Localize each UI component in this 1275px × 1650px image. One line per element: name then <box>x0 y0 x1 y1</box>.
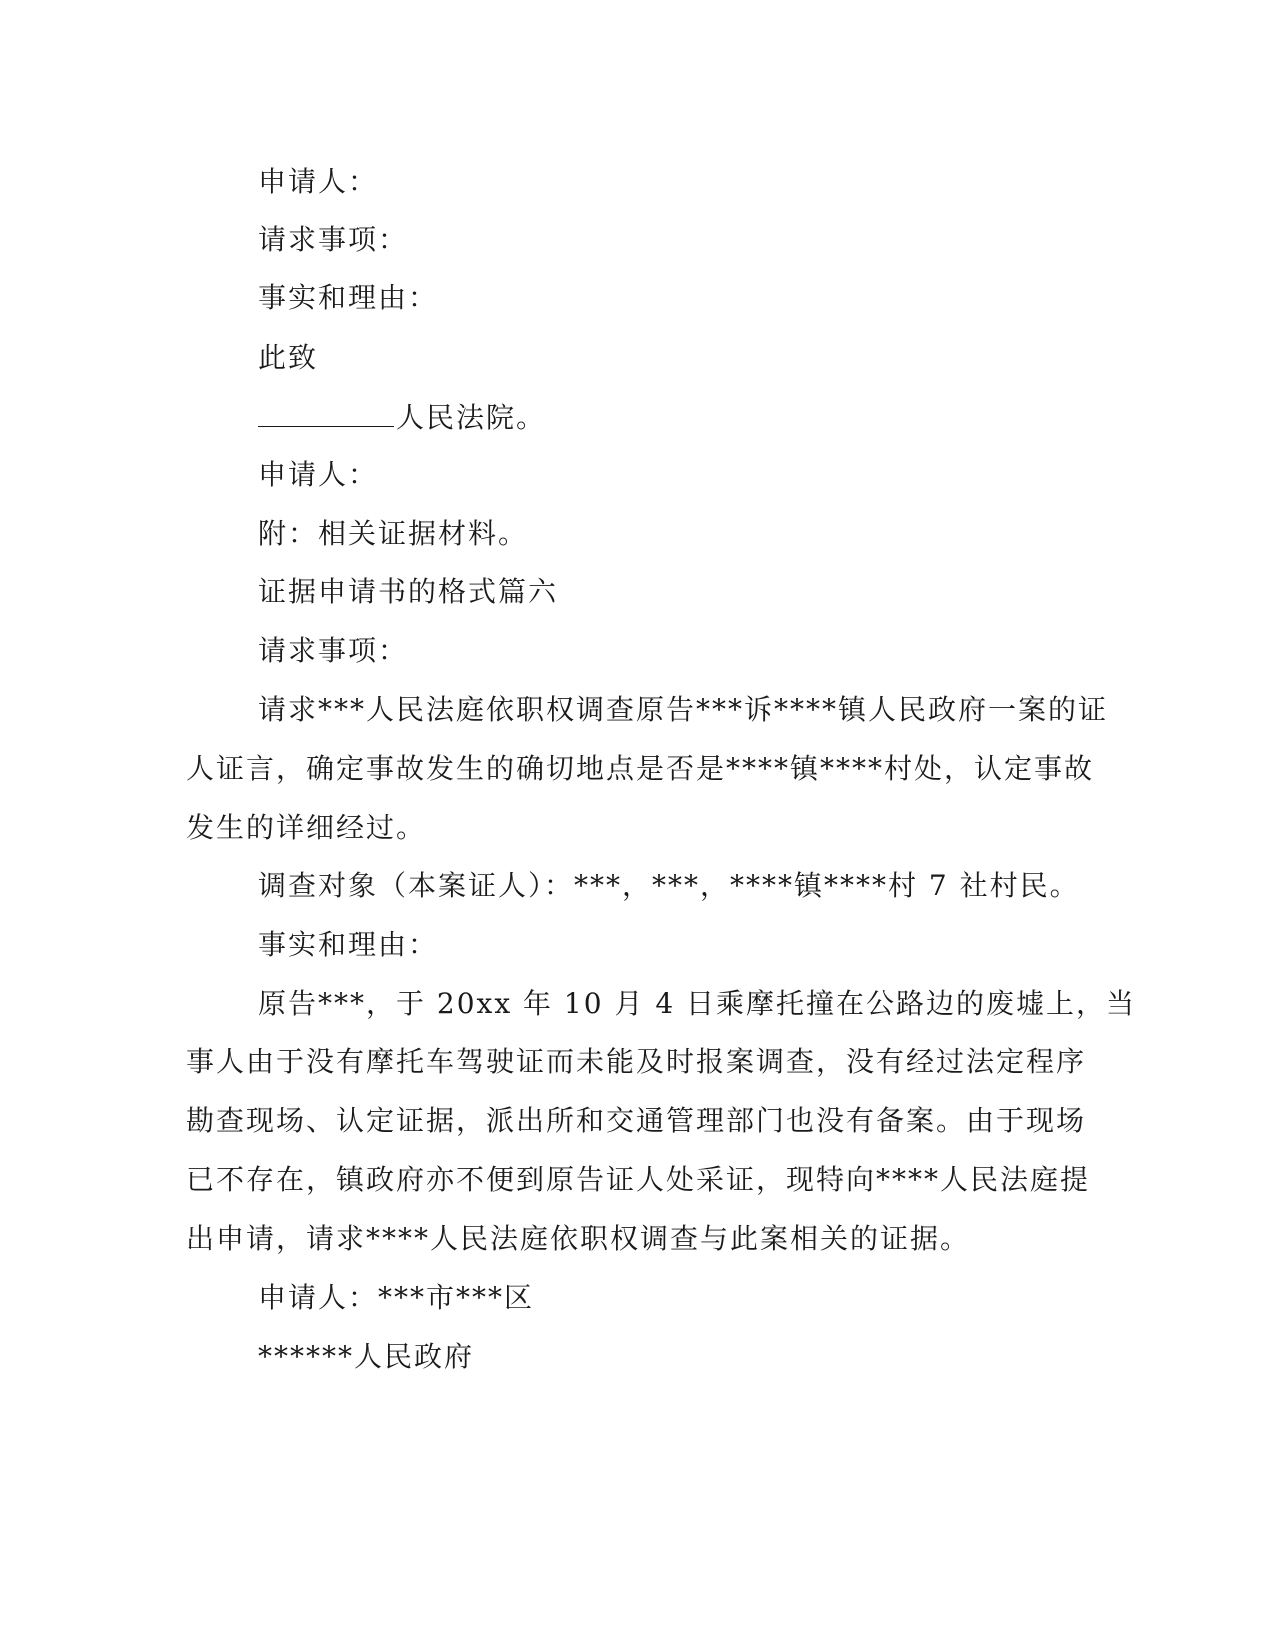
government-signature: ******人民政府 <box>258 1340 475 1373</box>
applicant-signature: 申请人：***市***区 <box>258 1281 535 1314</box>
court-addressee <box>258 396 546 438</box>
court-name-blank <box>258 396 394 427</box>
request-items-label: 请求事项： <box>258 223 409 256</box>
applicant-signature-label: 申请人： <box>258 458 379 491</box>
facts-paragraph-line-1: 原告***，于 20xx 年 10 月 4 日乘摩托撞在公路边的废墟上，当 <box>258 987 1137 1020</box>
applicant-label: 申请人： <box>258 165 379 198</box>
facts-paragraph-line-5: 出申请，请求****人民法庭依职权调查与此案相关的证据。 <box>186 1222 971 1255</box>
facts-paragraph-line-3: 勘查现场、认定证据，派出所和交通管理部门也没有备案。由于现场 <box>186 1104 1087 1137</box>
request-paragraph-line-1: 请求***人民法庭依职权调查原告***诉****镇人民政府一案的证 <box>258 693 1109 726</box>
facts-reasons-label: 事实和理由： <box>258 281 439 314</box>
facts-reasons-heading: 事实和理由： <box>258 928 439 961</box>
salutation: 此致 <box>258 341 319 374</box>
request-paragraph-line-3: 发生的详细经过。 <box>186 811 427 844</box>
attachment-note: 附：相关证据材料。 <box>258 517 529 550</box>
section-title: 证据申请书的格式篇六 <box>258 575 559 608</box>
request-items-heading: 请求事项： <box>258 634 409 667</box>
investigation-targets: 调查对象（本案证人）：***，***，****镇****村 7 社村民。 <box>258 869 1080 902</box>
court-suffix: 人民法院。 <box>396 401 547 434</box>
facts-paragraph-line-2: 事人由于没有摩托车驾驶证而未能及时报案调查，没有经过法定程序 <box>186 1045 1087 1078</box>
facts-paragraph-line-4: 已不存在，镇政府亦不便到原告证人处采证，现特向****人民法庭提 <box>186 1163 1091 1196</box>
request-paragraph-line-2: 人证言，确定事故发生的确切地点是否是****镇****村处，认定事故 <box>186 752 1095 785</box>
